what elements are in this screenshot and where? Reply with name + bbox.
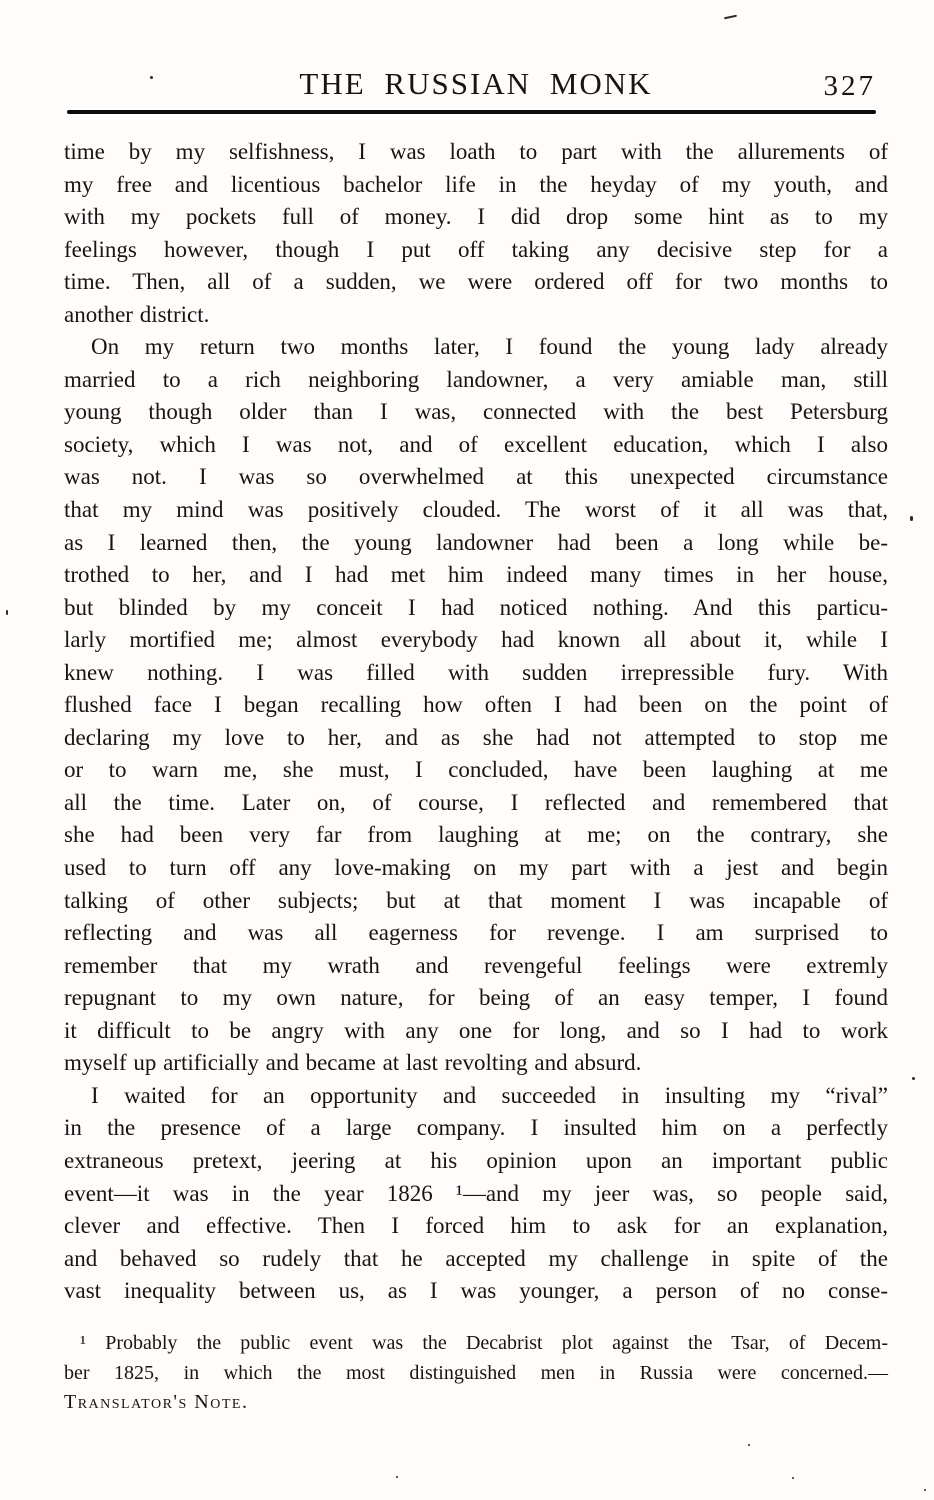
text-line: remember that my wrath and revengeful feelings were extremly [64, 952, 888, 978]
footnote-line: ber 1825, in which the most distinguished men in Russia were concerned.— [64, 1361, 888, 1384]
text-line: On my return two months later, I found the young lady already [91, 334, 888, 360]
text-line: time. Then, all of a sudden, we were ordered off for two months to [64, 269, 888, 295]
text-line: society, which I was not, and of excellent education, which I also [64, 431, 888, 457]
paragraph [64, 1080, 888, 1308]
text-line: time by my selfishness, I was loath to part with the allurements of [64, 139, 888, 164]
text-line: extraneous pretext, jeering at his opinion upon an important public [64, 1147, 888, 1173]
text-line: talking of other subjects; but at that moment I was incapable of [64, 887, 888, 913]
text-line: as I learned then, the young landowner had been a long while be- [64, 529, 888, 555]
page-column [64, 0, 888, 1500]
text-line: she had been very far from laughing at me; on the contrary, she [64, 822, 888, 848]
scan-speck [396, 1476, 398, 1478]
footnote [64, 1329, 888, 1418]
paragraph [64, 331, 888, 1080]
footnote-signature: Translator's Note. [64, 1391, 249, 1413]
text-line: was not. I was so overwhelmed at this unexpected circumstance [64, 464, 888, 490]
text-line: declaring my love to her, and as she had not attempted to stop me [64, 724, 888, 750]
text-line: or to warn me, she must, I concluded, have been laughing at me [64, 757, 888, 783]
text-line: knew nothing. I was filled with sudden irrepressible fury. With [64, 659, 888, 685]
text-line: I waited for an opportunity and succeeded in insulting my “rival” [91, 1082, 888, 1108]
text-line: feelings however, though I put off taking any decisive step for a [64, 236, 888, 262]
text-line: vast inequality between us, as I was younger, a person of no conse- [64, 1278, 888, 1304]
text-line: married to a rich neighboring landowner, a very amiable man, still [64, 366, 888, 392]
text-line: clever and effective. Then I forced him to ask for an explanation, [64, 1213, 888, 1239]
text-line: myself up artificially and became at last revolting and absurd. [64, 1050, 642, 1076]
text-line: flushed face I began recalling how often I had been on the point of [64, 692, 888, 718]
text-block [64, 136, 888, 1308]
text-line: all the time. Later on, of course, I reflected and remembered that [64, 789, 888, 815]
text-line: it difficult to be angry with any one for long, and so I had to work [64, 1017, 888, 1043]
text-line: with my pockets full of money. I did drop some hint as to my [64, 204, 888, 230]
page-title: THE RUSSIAN MONK [299, 66, 653, 101]
text-line: my free and licentious bachelor life in the heyday of my youth, and [64, 171, 888, 197]
paragraph [64, 136, 888, 331]
text-line: repugnant to my own nature, for being of an easy temper, I found [64, 985, 888, 1011]
text-line: trothed to her, and I had met him indeed many times in her house, [64, 562, 888, 588]
scan-speck [748, 1444, 750, 1446]
text-line: event—it was in the year 1826 ¹—and my jeer was, so people said, [64, 1180, 888, 1206]
text-line: larly mortified me; almost everybody had known all about it, while I [64, 627, 888, 653]
text-line: in the presence of a large company. I insulted him on a perfectly [64, 1115, 888, 1141]
scan-speck [924, 1489, 926, 1491]
text-line: but blinded by my conceit I had noticed nothing. And this particu- [64, 594, 888, 620]
scan-speck [6, 610, 8, 615]
text-line: used to turn off any love-making on my part with a jest and begin [64, 855, 888, 881]
footnote-lines [64, 1329, 888, 1388]
text-line: young though older than I was, connected with the best Petersburg [64, 399, 888, 425]
text-line: and behaved so rudely that he accepted my challenge in spite of the [64, 1245, 888, 1271]
header-rule [67, 110, 876, 114]
scan-speck [150, 76, 153, 79]
page-number: 327 [823, 70, 876, 102]
text-line: that my mind was positively clouded. The worst of it all was that, [64, 497, 888, 523]
scan-speck [792, 1477, 794, 1479]
text-line: another district. [64, 301, 210, 327]
text-line: reflecting and was all eagerness for revenge. I am surprised to [64, 920, 888, 946]
footnote-line: ¹ Probably the public event was the Decabrist plot against the Tsar, of Decem- [80, 1332, 888, 1354]
scan-speck [912, 1077, 915, 1080]
scan-speck [910, 516, 913, 521]
